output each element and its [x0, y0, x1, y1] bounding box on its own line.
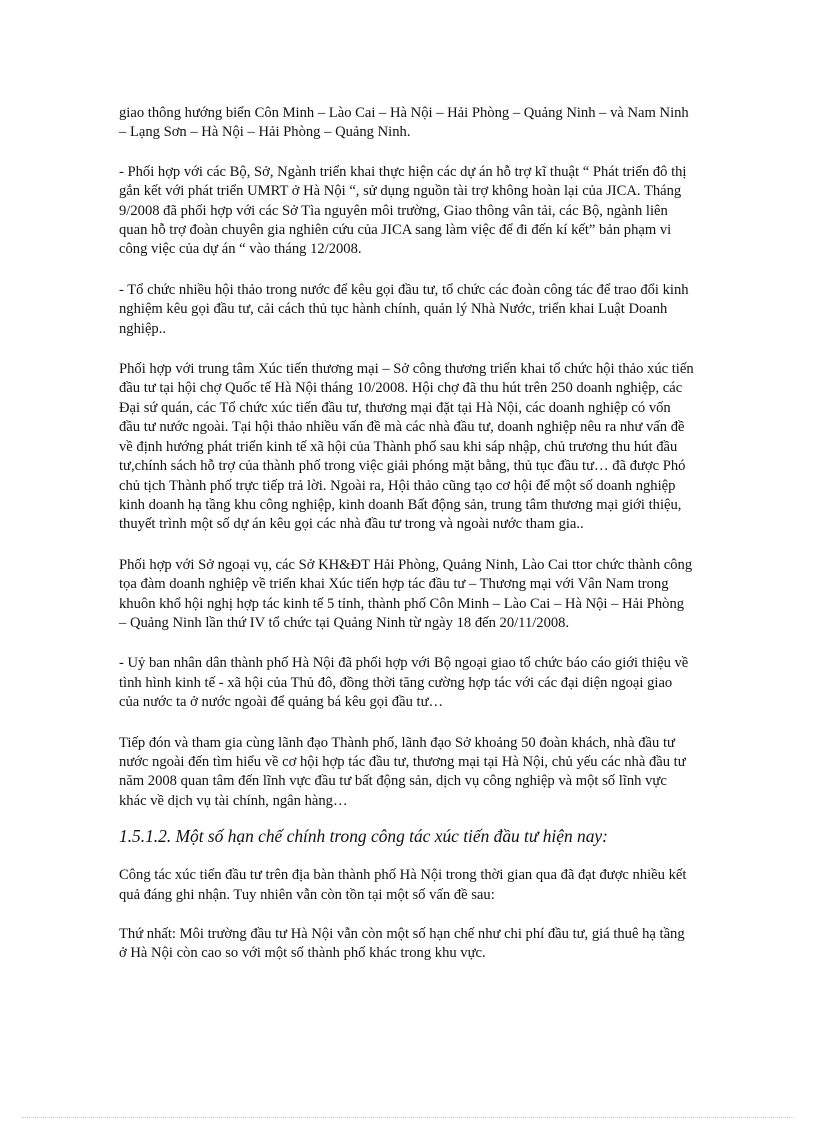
paragraph-first-limitation: Thứ nhất: Môi trường đầu tư Hà Nội vẫn còn một số hạn chế như chi phí đầu tư, giá thuê hạ tầng ở Hà Nội còn cao so với một số thành phố khác trong khu vực. [119, 926, 685, 962]
page-bottom-divider [22, 1117, 794, 1118]
paragraph-limitations-intro: Công tác xúc tiến đầu tư trên địa bàn thành phố Hà Nội trong thời gian qua đã đạt được nhiều kết quả đáng ghi nhận. Tuy nhiên vẫn còn tồn tại một số vấn đề sau: [119, 867, 687, 903]
document-body [119, 104, 694, 964]
paragraph-foreign-affairs: - Uỷ ban nhân dân thành phố Hà Nội đã phối hợp với Bộ ngoại giao tổ chức báo cáo giới thiệu về tình hình kinh tế - xã hội của Thủ đô, đồng thời tăng cường hợp tác với các đại diện ngoại giao của nước ta ở nước ngoài để quảng bá kêu gọi đầu tư… [119, 655, 689, 711]
section-heading: 1.5.1.2. Một số hạn chế chính trong công tác xúc tiến đầu tư hiện nay: [119, 826, 608, 847]
paragraph-jica-cooperation: - Phối hợp với các Bộ, Sở, Ngành triển khai thực hiện các dự án hỗ trợ kĩ thuật “ Phát triển đô thị gắn kết với phát triển UMRT ở Hà Nội “, sử dụng nguồn tài trợ không hoàn lại của JICA. Tháng 9/2008 đã phối hợp với các Sở Tìa nguyên môi trường, Giao thông vân tải, các Bộ, ngành liên quan hỗ trợ đoàn chuyên gia nghiên cứu của JICA sang làm việc để đi đến kí kết” bản phạm vi công việc của dự án “ vào tháng 12/2008. [119, 163, 687, 258]
paragraph-delegations: Tiếp đón và tham gia cùng lãnh đạo Thành phố, lãnh đạo Sở khoảng 50 đoàn khách, nhà đầu tư nước ngoài đến tìm hiểu về cơ hội hợp tác đầu tư, thương mại tại Hà Nội, chủ yếu các nhà đầu tư năm 2008 quan tâm đến lĩnh vực đầu tư bất động sản, dịch vụ công nghiệp và một số lĩnh vực khác về dịch vụ tài chính, ngân hàng… [119, 734, 686, 809]
paragraph-domestic-workshops: - Tổ chức nhiều hội thảo trong nước để kêu gọi đầu tư, tổ chức các đoàn công tác để trao đổi kinh nghiệm kêu gọi đầu tư, cải cách thủ tục hành chính, quản lý Nhà Nước, triển khai Luật Doanh nghiệp.. [119, 281, 689, 337]
paragraph-trade-fair-workshop: Phối hợp với trung tâm Xúc tiến thương mại – Sở công thương triển khai tổ chức hội thảo xúc tiến đầu tư tại hội chợ Quốc tế Hà Nội tháng 10/2008. Hội chợ đã thu hút trên 250 doanh nghiệp, các Đại sứ quán, các Tổ chức xúc tiến đầu tư, thương mại đặt tại Hà Nội, các doanh nghiệp có vốn đầu tư nước ngoài. Tại hội thảo nhiều vấn đề mà các nhà đầu tư, doanh nghiệp nêu ra như vấn đề về định hướng phát triển kinh tế xã hội của Thành phố sau khi sáp nhập, chủ trương thu hút đầu tư,chính sách hỗ trợ của thành phố trong việc giải phóng mặt bằng, thủ tục đầu tư… đã được Phó chủ tịch Thành phố trực tiếp trả lời. Ngoài ra, Hội thảo cũng tạo cơ hội để một số doanh nghiệp kinh doanh hạ tầng khu công nghiệp, kinh doanh Bất động sản, trung tâm thương mại giới thiệu, thuyết trình một số dự án kêu gọi các nhà đầu tư trong và ngoài nước tham gia.. [119, 361, 694, 533]
paragraph-yunnan-cooperation: Phối hợp với Sở ngoại vụ, các Sở KH&ĐT Hải Phòng, Quảng Ninh, Lào Cai ttor chức thành công tọa đàm doanh nghiệp về triển khai Xúc tiến hợp tác đầu tư – Thương mại với Vân Nam trong khuôn khổ hội nghị hợp tác kinh tế 5 tỉnh, thành phố Côn Minh – Lào Cai – Hà Nội – Hải Phòng – Quảng Ninh lần thứ IV tổ chức tại Quảng Ninh từ ngày 18 đến 20/11/2008. [119, 556, 693, 631]
paragraph-transport-routes: giao thông hướng biển Côn Minh – Lào Cai – Hà Nội – Hải Phòng – Quảng Ninh – và Nam Ninh – Lạng Sơn – Hà Nội – Hải Phòng – Quảng Ninh. [119, 105, 689, 141]
